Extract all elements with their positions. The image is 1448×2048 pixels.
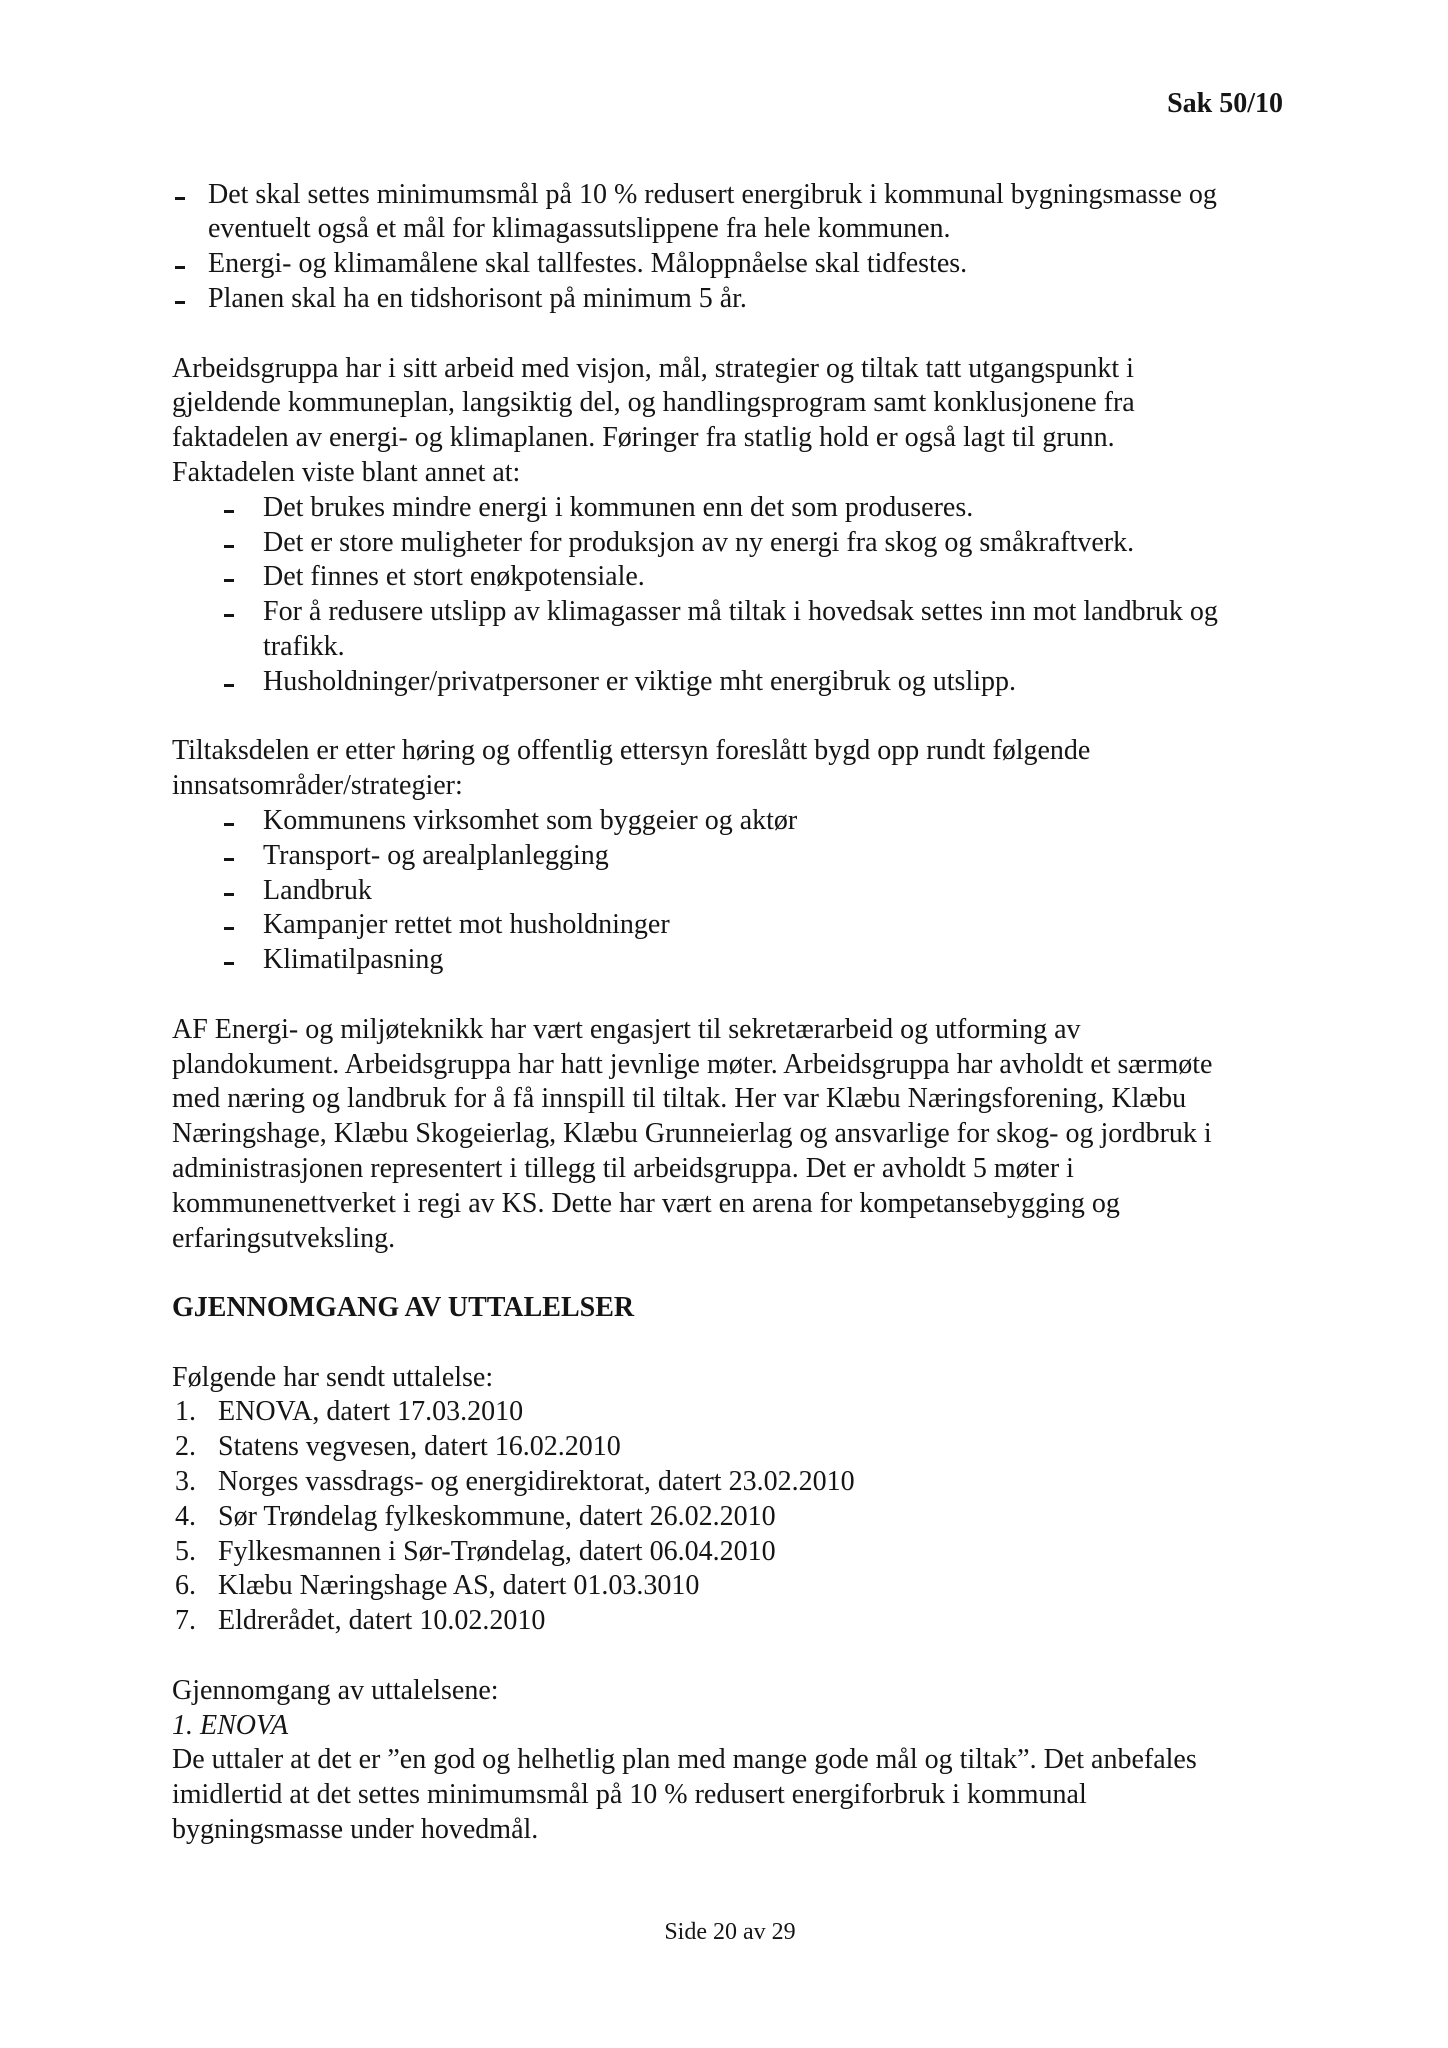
- enova-statement-paragraph: [172, 1743, 1372, 1847]
- item-number: 5.: [175, 1535, 196, 1567]
- statement-item: [172, 1604, 1372, 1639]
- text-line: med næring og landbruk for å få innspill til tiltak. Her var Klæbu Næringsforening, Klæbu: [172, 1083, 1187, 1115]
- text-line: Det finnes et stort enøkpotensiale.: [263, 561, 645, 593]
- statement-subheading: 1. ENOVA: [172, 1709, 289, 1741]
- strategy-item: [172, 908, 1372, 943]
- statements-intro: Følgende har sendt uttalelse:: [172, 1361, 494, 1393]
- item-number: 7.: [175, 1605, 196, 1637]
- dash-bullet: [224, 614, 234, 617]
- requirement-item: [172, 247, 1372, 282]
- dash-bullet: [224, 962, 234, 965]
- dash-bullet: [175, 301, 185, 304]
- item-number: 3.: [175, 1466, 196, 1498]
- dash-bullet: [224, 510, 234, 513]
- text-line: AF Energi- og miljøteknikk har vært engasjert til sekretærarbeid og utforming av: [172, 1013, 1081, 1045]
- finding-item: [172, 560, 1372, 595]
- requirement-item: [172, 178, 1372, 248]
- statement-item: [172, 1395, 1372, 1430]
- text-line: kommunenettverket i regi av KS. Dette har vært en arena for kompetansebygging og: [172, 1187, 1120, 1219]
- dash-bullet: [224, 927, 234, 930]
- statement-text: Eldrerådet, datert 10.02.2010: [218, 1605, 546, 1637]
- dash-bullet: [224, 858, 234, 861]
- finding-item: [172, 491, 1372, 526]
- text-line: Det brukes mindre energi i kommunen enn det som produseres.: [263, 491, 974, 523]
- intro-paragraph: [172, 352, 1372, 491]
- statement-text: ENOVA, datert 17.03.2010: [218, 1396, 524, 1428]
- dash-bullet: [224, 545, 234, 548]
- text-line: Det skal settes minimumsmål på 10 % redusert energibruk i kommunal bygningsmasse og: [208, 178, 1217, 210]
- text-line: Planen skal ha en tidshorisont på minimum 5 år.: [208, 282, 747, 314]
- item-number: 4.: [175, 1500, 196, 1532]
- text-line: Kommunens virksomhet som byggeier og aktør: [263, 804, 798, 836]
- statement-item: [172, 1465, 1372, 1500]
- requirements-list: [172, 178, 1372, 317]
- findings-list: [172, 491, 1372, 700]
- statement-text: Fylkesmannen i Sør-Trøndelag, datert 06.04.2010: [218, 1535, 776, 1567]
- dash-bullet: [224, 684, 234, 687]
- statement-item: [172, 1569, 1372, 1604]
- text-line: trafikk.: [263, 630, 345, 662]
- item-number: 6.: [175, 1570, 196, 1602]
- finding-item: [172, 526, 1372, 561]
- strategy-item: [172, 804, 1372, 839]
- statements-list: [172, 1395, 1372, 1639]
- case-number: Sak 50/10: [1167, 88, 1283, 119]
- review-intro: Gjennomgang av uttalelsene:: [172, 1674, 499, 1706]
- text-line: Tiltaksdelen er etter høring og offentlig ettersyn foreslått bygd opp rundt følgende: [172, 735, 1091, 767]
- statement-item: [172, 1500, 1372, 1535]
- text-line: Det er store muligheter for produksjon av ny energi fra skog og småkraftverk.: [263, 526, 1135, 558]
- finding-item: [172, 665, 1372, 700]
- strategy-item: [172, 943, 1372, 978]
- text-line: Energi- og klimamålene skal tallfestes. Måloppnåelse skal tidfestes.: [208, 248, 968, 280]
- finding-item: [172, 595, 1372, 665]
- page-number: Side 20 av 29: [664, 1919, 796, 1945]
- text-line: Næringshage, Klæbu Skogeierlag, Klæbu Grunneierlag og ansvarlige for skog- og jordbruk i: [172, 1118, 1212, 1150]
- dash-bullet: [175, 266, 185, 269]
- dash-bullet: [224, 893, 234, 896]
- strategies-list: [172, 804, 1372, 978]
- text-line: gjeldende kommuneplan, langsiktig del, og handlingsprogram samt konklusjonene fra: [172, 387, 1135, 419]
- text-line: faktadelen av energi- og klimaplanen. Føringer fra statlig hold er også lagt til grunn.: [172, 422, 1115, 454]
- text-line: administrasjonen representert i tillegg til arbeidsgruppa. Det er avholdt 5 møter i: [172, 1152, 1074, 1184]
- item-number: 2.: [175, 1431, 196, 1463]
- item-number: 1.: [175, 1396, 196, 1428]
- strategy-item: [172, 874, 1372, 909]
- text-line: Klimatilpasning: [263, 944, 444, 976]
- text-line: For å redusere utslipp av klimagasser må tiltak i hovedsak settes inn mot landbruk og: [263, 596, 1218, 628]
- text-line: imidlertid at det settes minimumsmål på 10 % redusert energiforbruk i kommunal: [172, 1779, 1087, 1811]
- strategy-paragraph: [172, 734, 1372, 804]
- statement-text: Statens vegvesen, datert 16.02.2010: [218, 1431, 621, 1463]
- text-line: De uttaler at det er ”en god og helhetlig plan med mange gode mål og tiltak”. Det anbefales: [172, 1744, 1197, 1776]
- text-line: Kampanjer rettet mot husholdninger: [263, 909, 670, 941]
- process-paragraph: [172, 1013, 1372, 1257]
- statement-text: Norges vassdrags- og energidirektorat, datert 23.02.2010: [218, 1466, 855, 1498]
- text-line: eventuelt også et mål for klimagassutslippene fra hele kommunen.: [208, 213, 951, 245]
- statement-item: [172, 1535, 1372, 1570]
- strategy-item: [172, 839, 1372, 874]
- requirement-item: [172, 282, 1372, 317]
- section-heading: GJENNOMGANG AV UTTALELSER: [172, 1292, 635, 1324]
- text-line: Landbruk: [263, 874, 372, 906]
- document-body: [172, 178, 1372, 1848]
- text-line: bygningsmasse under hovedmål.: [172, 1814, 539, 1846]
- text-line: Faktadelen viste blant annet at:: [172, 456, 521, 488]
- text-line: erfaringsutveksling.: [172, 1222, 396, 1254]
- dash-bullet: [224, 579, 234, 582]
- statement-item: [172, 1430, 1372, 1465]
- text-line: innsatsområder/strategier:: [172, 770, 463, 802]
- dash-bullet: [224, 823, 234, 826]
- statement-text: Sør Trøndelag fylkeskommune, datert 26.02.2010: [218, 1500, 776, 1532]
- text-line: plandokument. Arbeidsgruppa har hatt jevnlige møter. Arbeidsgruppa har avholdt et særmøte: [172, 1048, 1213, 1080]
- text-line: Transport- og arealplanlegging: [263, 839, 609, 871]
- statement-text: Klæbu Næringshage AS, datert 01.03.3010: [218, 1570, 700, 1602]
- text-line: Arbeidsgruppa har i sitt arbeid med visjon, mål, strategier og tiltak tatt utgangspunkt i: [172, 352, 1134, 384]
- text-line: Husholdninger/privatpersoner er viktige mht energibruk og utslipp.: [263, 665, 1017, 697]
- dash-bullet: [175, 197, 185, 200]
